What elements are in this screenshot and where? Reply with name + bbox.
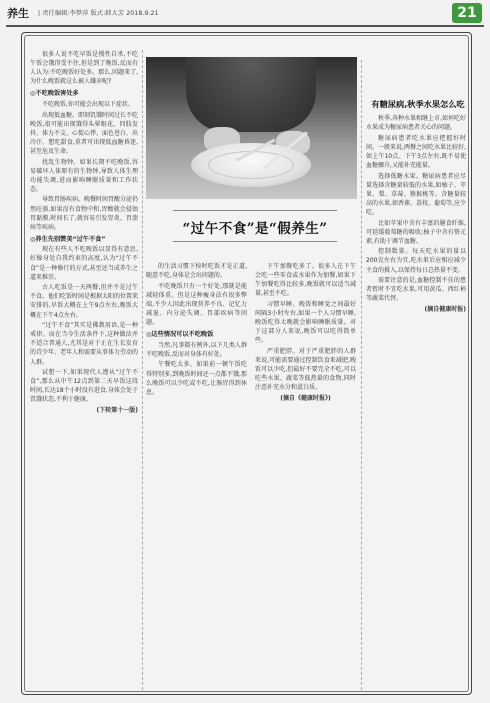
paragraph: 下午加餐吃多了。很多人在下午会吃一些零食或水果作为加餐,如果下午加餐吃得比较多,晚饭就可以适当减量,甚至不吃。	[255, 263, 356, 298]
paragraph: 严重肥胖。对于严重肥胖的人群来说,可能需要通过控制饮食来减肥,晚饭可以少吃,但最好不要完全不吃,可以吃些水果、蔬菜等低热量的食物,同时注意补充水分和蛋白质。	[255, 347, 356, 392]
paragraph: 的生活习惯下按时吃饭才是正道,随意不吃,身体是会出问题的。	[146, 263, 247, 280]
subheading: ◎不吃晚饭害处多	[30, 90, 79, 98]
paragraph: 现在有些人不吃晚饭以显得有意思,好像身处自我约束的高度,认为“过午不食”是一种修行的方式,甚至还当成养生之道来推崇。	[30, 246, 138, 281]
article-column-2	[146, 262, 356, 692]
column-divider	[361, 60, 362, 690]
paragraph: 习惯早睡。晚饭和睡觉之间最好间隔3小时左右,如果一个人习惯早睡,晚饭吃得太晚就会影响睡眠质量。对于这部分人来说,晚饭可以吃得简单些。	[255, 300, 356, 345]
paragraph: 很多人说不吃早饭是慢性自杀,不吃午饭会饿得受不住,但是到了晚饭,反而有人认为:不吃晚饭好处多。那么,问题来了,为什么晚饭就这么被人嫌弃呢?	[30, 51, 138, 86]
source-note: (摘自健康时报)	[424, 305, 466, 313]
paragraph: 选择低糖水果。糖尿病患者应尽量选择含糖量较低的水果,如柚子、苹果、梨、草莓、猕猴桃等。含糖量较高的水果,如香蕉、荔枝、葡萄等,应少吃。	[366, 172, 466, 216]
paragraph: 出现低血糖。即刻饥饿时间过长不吃晚饭,很可能出现饿得头晕眼花、四肢发抖、体力不支、心慌心悸、面色苍白、出冷汗、想吃甜食,重者可出现低血糖昏迷,甚至危及生命。	[30, 111, 138, 155]
subheading: ◎养生先别赞美“过午不食”	[30, 235, 106, 243]
paragraph: 糖尿病患者吃水果应把握好时间。一般来说,两餐之间吃水果比较好,如上午10点、下午3点左右,既不易使血糖骤升,又能补充能量。	[366, 134, 466, 169]
article-photo	[146, 57, 357, 199]
section-name: 养生	[7, 7, 29, 20]
paragraph: 当然,凡事都有例外,以下几类人群不吃晚饭,反而对身体有好处。	[146, 341, 247, 358]
paragraph: 控制数量。每天吃水果的量以200克左右为宜,吃水果后应相应减少主食的摄入,以保持每日总热量不变。	[366, 248, 466, 274]
paragraph: 不吃晚饭,你可能会出现以下症状。	[42, 100, 134, 108]
continuation-note: (下转第十一版)	[96, 406, 138, 414]
paragraph: “过午不食”其实是佛教用语,是一种戒律。而在当今生活条件下,这种做法并不适合普通人,尤其是对于正在生长发育的青少年、老年人和需要从事体力劳动的人群。	[30, 322, 138, 366]
editor-meta: | 责任编辑:李梦萍 版式:韩大芳 2018.9.21	[38, 10, 159, 17]
side-article	[366, 114, 466, 694]
paragraph: 需要注意的是,血糖控制不佳的患者暂时不宜吃水果,可用黄瓜、西红柿等蔬菜代替。	[366, 277, 466, 303]
header-rule	[6, 25, 484, 27]
paragraph: 古人吃饭是一天两餐,但并不是过午不食。他们吃饭时间是根据太阳的位置来安排的,早饭大概在上午9点左右,晚饭大概在下午4点左右。	[30, 284, 138, 319]
page-header	[0, 0, 490, 26]
side-article-title: 有糖尿病,秋季水果怎么吃	[371, 99, 465, 109]
headline-block	[165, 207, 345, 251]
page-number: 21	[452, 3, 482, 23]
paragraph: 试想一下,如果现代人遵从“过午不食”,那么从中午12点到第二天早饭这段时间,长达18个小时没有进食,身体会处于饥饿状态,不利于健康。	[30, 369, 138, 404]
source-note: (摘自《健康时报》)	[280, 394, 331, 402]
paragraph: 午餐吃太多。如果前一顿午饭吃得特别多,到晚饭时间还一点都不饿,那么晚饭可以少吃或不吃,让肠胃得到休息。	[146, 361, 247, 396]
column-divider	[142, 50, 143, 690]
paragraph: 秋季,各种水果相继上市,如何吃好水果成为糖尿病患者关心的问题。	[366, 115, 466, 132]
subheading: ◎这些情况可以不吃晚饭	[146, 331, 214, 339]
paragraph: 不吃晚饭只有一个好处,那就是能减轻体重。但是这种瘦身法有很多弊端,不少人因此出现营养不良、记忆力减退、内分泌失调、胃部疾病等问题。	[146, 282, 247, 327]
paragraph: 导致胃肠疾病。晚餐时间胃酸分泌仍然旺盛,如果没有食物中和,胃酸就会侵蚀胃黏膜,时间长了,就容易引发胃炎、胃溃疡等疾病。	[30, 196, 138, 231]
paragraph: 比如苹果中含有丰富的膳食纤维,可延缓葡萄糖的吸收;柚子中含有铬元素,有助于调节血糖。	[366, 219, 466, 245]
article-column-1	[30, 50, 138, 690]
headline: “过午不食”是“假养生”	[182, 221, 328, 237]
paragraph: 扰乱生物钟。如果长期不吃晚饭,容易破坏人体原有的生物钟,导致人体生理功能失调,进而影响睡眠质量和工作状态。	[30, 158, 138, 193]
